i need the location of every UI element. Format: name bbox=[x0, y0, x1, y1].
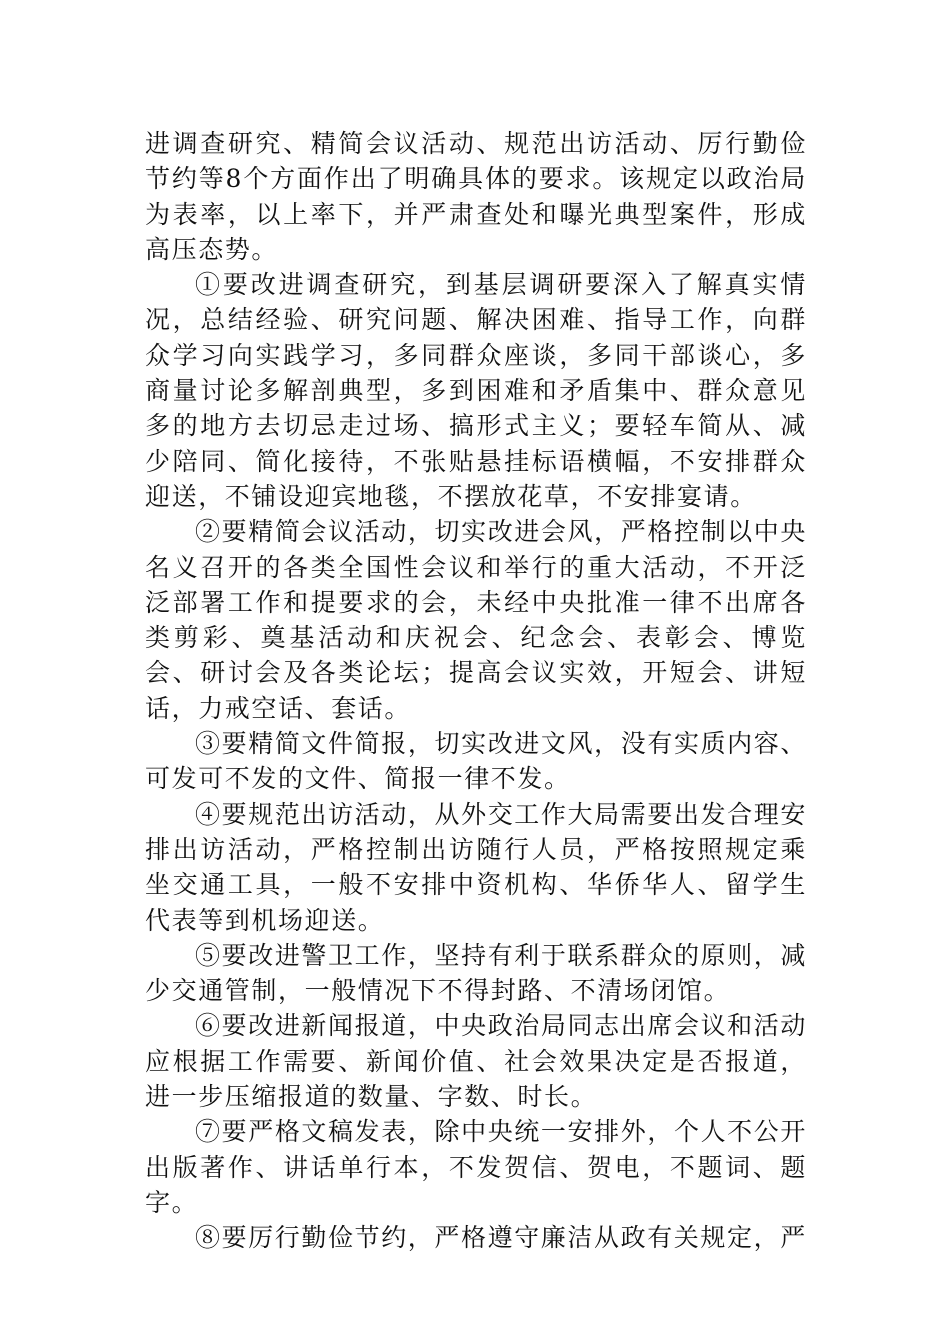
paragraph-item-5: ⑤要改进警卫工作，坚持有利于联系群众的原则，减少交通管制，一般情况下不得封路、不清场闭馆。 bbox=[145, 940, 807, 1006]
paragraph-item-2: ②要精简会议活动，切实改进会风，严格控制以中央名义召开的各类全国性会议和举行的重大活动，不开泛泛部署工作和提要求的会，未经中央批准一律不出席各类剪彩、奠基活动和庆祝会、纪念会、表彰会、博览会、研讨会及各类论坛；提高会议实效，开短会、讲短话，力戒空话、套话。 bbox=[145, 517, 807, 723]
paragraph-item-3: ③要精简文件简报，切实改进文风，没有实质内容、可发可不发的文件、简报一律不发。 bbox=[145, 729, 807, 794]
paragraph-item-4: ④要规范出访活动，从外交工作大局需要出发合理安排出访活动，严格控制出访随行人员，严格按照规定乘坐交通工具，一般不安排中资机构、华侨华人、留学生代表等到机场迎送。 bbox=[145, 799, 807, 935]
paragraph-item-6: ⑥要改进新闻报道，中央政治局同志出席会议和活动应根据工作需要、新闻价值、社会效果决定是否报道，进一步压缩报道的数量、字数、时长。 bbox=[145, 1011, 807, 1112]
paragraph-intro: 进调查研究、精简会议活动、规范出访活动、厉行勤俭节约等8个方面作出了明确具体的要求。该规定以政治局为表率，以上率下，并严肃查处和曝光典型案件，形成高压态势。 bbox=[145, 129, 807, 264]
paragraph-item-8: ⑧要厉行勤俭节约，严格遵守廉洁从政有关规定，严 bbox=[195, 1223, 807, 1253]
paragraph-item-7: ⑦要严格文稿发表，除中央统一安排外，个人不公开出版著作、讲话单行本，不发贺信、贺电，不题词、题字。 bbox=[145, 1117, 807, 1217]
document-body bbox=[145, 126, 807, 1256]
paragraph-item-1: ①要改进调查研究，到基层调研要深入了解真实情况，总结经验、研究问题、解决困难、指导工作，向群众学习向实践学习，多同群众座谈，多同干部谈心，多商量讨论多解剖典型，多到困难和矛盾集中、群众意见多的地方去切忌走过场、搞形式主义；要轻车简从、减少陪同、简化接待，不张贴悬挂标语横幅，不安排群众迎送，不铺设迎宾地毯，不摆放花草，不安排宴请。 bbox=[145, 270, 807, 511]
